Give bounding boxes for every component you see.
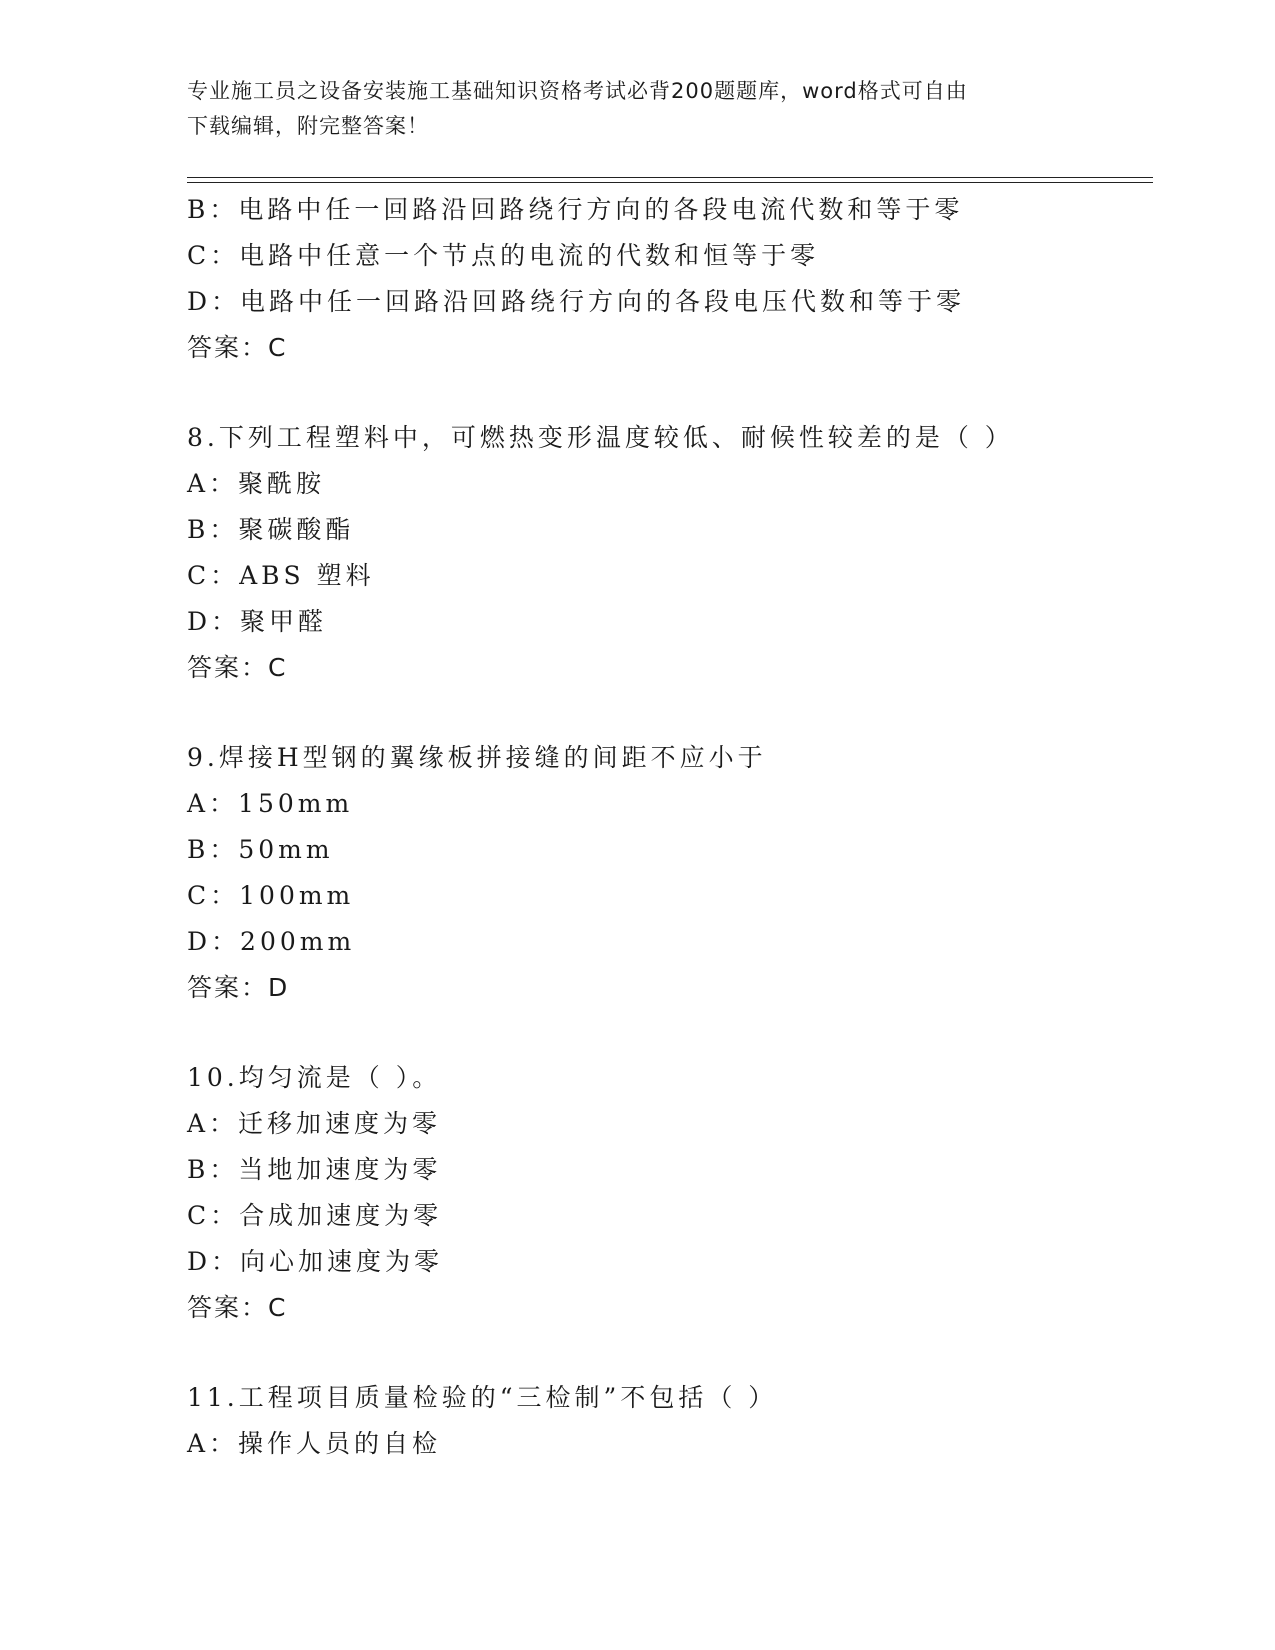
option-d: D：电路中任一回路沿回路绕行方向的各段电压代数和等于零 [187, 287, 966, 316]
answer-line: 答案：C [187, 333, 288, 362]
option-d: D：200mm [187, 927, 356, 956]
option-a: A：迁移加速度为零 [187, 1109, 442, 1138]
answer-line: 答案：C [187, 1293, 288, 1322]
option-a: A：150mm [187, 789, 354, 818]
question-list [187, 187, 1147, 1467]
option-c: C：100mm [187, 881, 355, 910]
header-divider-top [187, 177, 1153, 178]
header-title-line2: 下载编辑，附完整答案！ [187, 114, 429, 138]
spacer [187, 1011, 1147, 1055]
answer-line: 答案：C [187, 653, 288, 682]
option-d: D：聚甲醛 [187, 607, 328, 636]
option-a: A：操作人员的自检 [187, 1429, 442, 1458]
option-d: D：向心加速度为零 [187, 1247, 444, 1276]
header-title-line1: 专业施工员之设备安装施工基础知识资格考试必背200题题库，word格式可自由 [187, 79, 968, 103]
option-b: B：电路中任一回路沿回路绕行方向的各段电流代数和等于零 [187, 195, 964, 224]
spacer [187, 691, 1147, 735]
option-b: B：聚碳酸酯 [187, 515, 355, 544]
answer-line: 答案：D [187, 973, 290, 1002]
spacer [187, 1331, 1147, 1375]
question-10 [187, 1055, 1147, 1331]
spacer [187, 371, 1147, 415]
document-header [187, 74, 1067, 144]
header-divider-bottom [187, 182, 1153, 183]
question-title: 10.均匀流是（ ）。 [187, 1063, 442, 1092]
question-continued [187, 187, 1147, 371]
option-b: B：当地加速度为零 [187, 1155, 442, 1184]
question-title: 8.下列工程塑料中，可燃热变形温度较低、耐候性较差的是（ ） [187, 423, 1014, 452]
option-b: B：50mm [187, 835, 334, 864]
question-9 [187, 735, 1147, 1011]
option-c: C：合成加速度为零 [187, 1201, 443, 1230]
option-a: A：聚酰胺 [187, 469, 326, 498]
question-title: 9.焊接H型钢的翼缘板拼接缝的间距不应小于 [187, 743, 767, 772]
question-8 [187, 415, 1147, 691]
option-c: C：电路中任意一个节点的电流的代数和恒等于零 [187, 241, 820, 270]
question-11 [187, 1375, 1147, 1467]
option-c: C：ABS 塑料 [187, 561, 375, 590]
question-title: 11.工程项目质量检验的“三检制”不包括（ ） [187, 1383, 778, 1412]
